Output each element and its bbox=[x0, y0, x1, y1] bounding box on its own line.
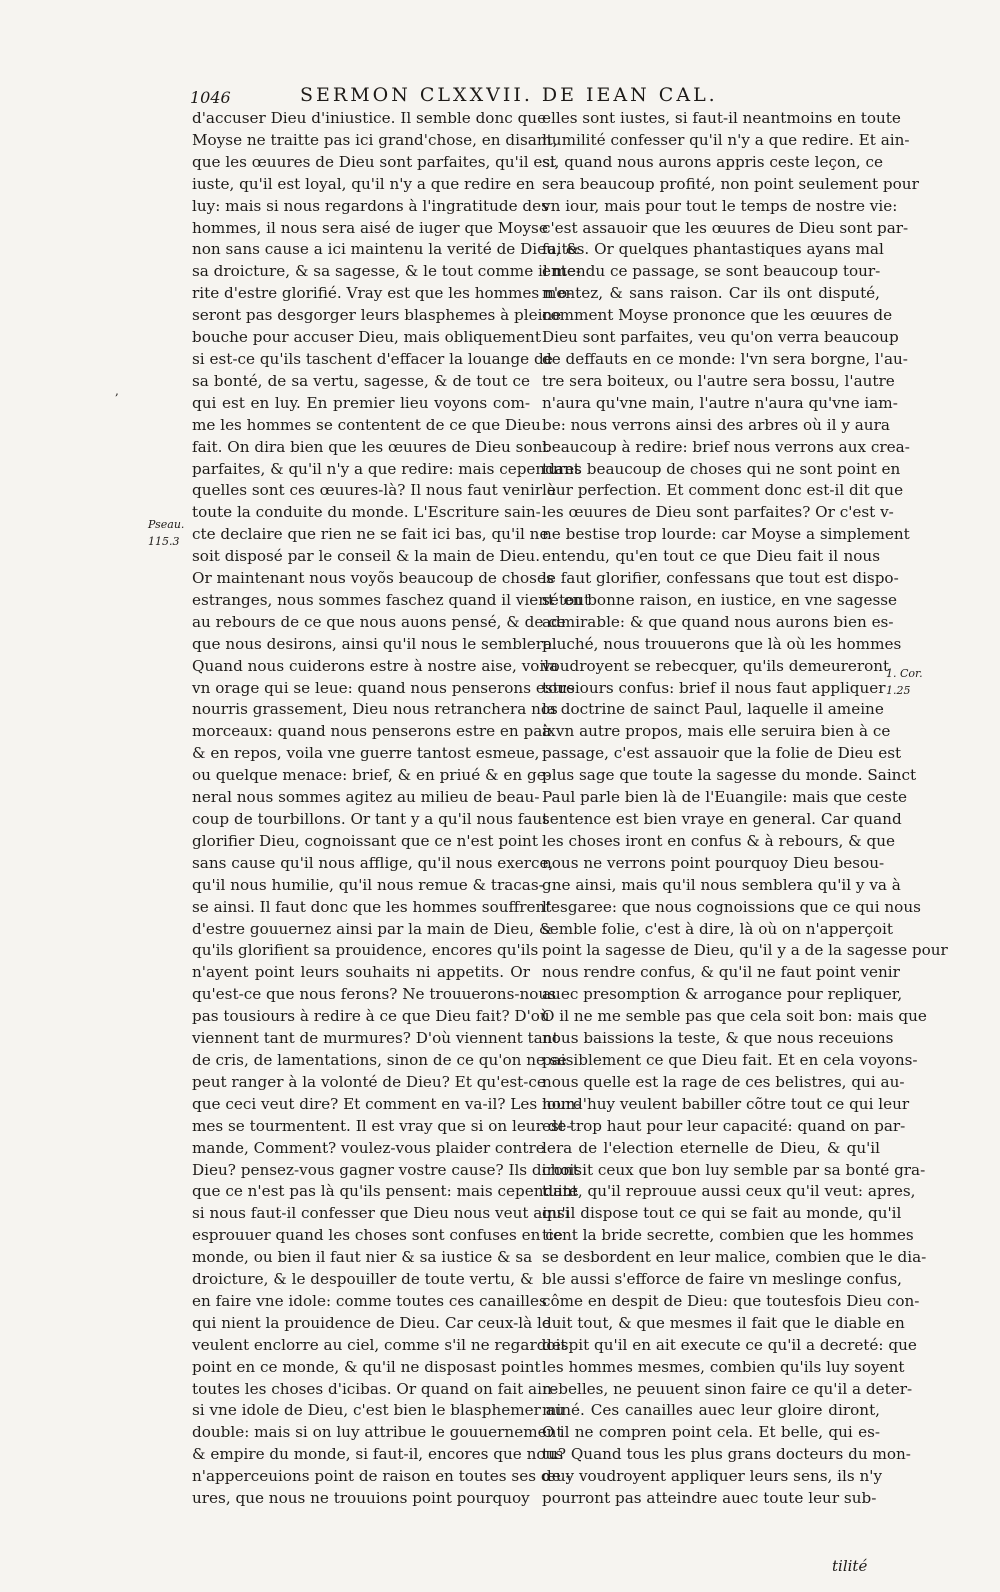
text-line: qu'ils glorifient sa prouidence, encores qu'ils bbox=[192, 941, 539, 960]
text-line: O il ne me semble pas que cela soit bon: mais que bbox=[542, 1007, 927, 1026]
text-line: double: mais si on luy attribue le gouuernement bbox=[192, 1423, 563, 1442]
text-line: les œuures de Dieu sont parfaites? Or c'est v- bbox=[542, 503, 894, 522]
text-line: leur perfection. Et comment donc est-il dit que bbox=[542, 481, 904, 500]
text-line: droicture, & le despouiller de toute vertu, & bbox=[192, 1270, 534, 1289]
text-line: estranges, nous sommes faschez quand il vient tout bbox=[192, 590, 591, 609]
text-line: la doctrine de sainct Paul, laquelle il ameine bbox=[542, 700, 884, 719]
text-line: quelles sont ces œuures-là? Il nous faut venir à bbox=[192, 481, 556, 500]
text-line: ou quelque menace: brief, & en priué & en ge- bbox=[192, 766, 551, 785]
text-line: vn orage qui se leue: quand nous penserons estre bbox=[192, 678, 575, 697]
text-line: beaucoup à redire: brief nous verrons aux crea- bbox=[542, 437, 910, 456]
text-line: fait. On dira bien que les œuures de Dieu sont bbox=[192, 437, 549, 456]
text-line: plus sage que toute la sagesse du monde. Sainct bbox=[542, 766, 917, 785]
text-line: coup de tourbillons. Or tant y a qu'il nous faut bbox=[192, 810, 549, 828]
text-line: nourris grassement, Dieu nous retranchera nos bbox=[192, 700, 558, 719]
margin-reference-line: 115.3 bbox=[148, 535, 180, 548]
text-line: paisiblement ce que Dieu fait. Et en cela voyons- bbox=[542, 1050, 918, 1069]
text-line: de y voudroyent appliquer leurs sens, ils n'y bbox=[542, 1467, 883, 1486]
running-head bbox=[190, 84, 880, 108]
catchword: tilité bbox=[832, 1557, 868, 1575]
text-line: rebelles, ne peuuent sinon faire ce qu'il a deter- bbox=[542, 1379, 913, 1398]
text-line: les hommes mesmes, combien qu'ils luy soyent bbox=[542, 1357, 905, 1376]
margin-reference-line: Pseau. bbox=[148, 518, 185, 531]
text-line: Quand nous cuiderons estre à nostre aise, voila bbox=[192, 656, 559, 675]
text-line: semble folie, c'est à dire, là où on n'apperçoit bbox=[542, 919, 894, 938]
text-line: si est-ce qu'ils taschent d'effacer la louange de bbox=[192, 349, 553, 368]
text-line: cte declaire que rien ne se fait ici bas, qu'il ne bbox=[192, 525, 549, 544]
text-line: en faire vne idole: comme toutes ces canailles bbox=[192, 1291, 547, 1310]
text-line: Or maintenant nous voyõs beaucoup de choses bbox=[192, 569, 554, 588]
text-line: & empire du monde, si faut-il, encores que nous bbox=[192, 1445, 564, 1464]
text-line: qui est en luy. En premier lieu voyons com- bbox=[192, 393, 530, 412]
text-line: comment Moyse prononce que les œuures de bbox=[542, 306, 893, 325]
text-line: côme en despit de Dieu: que toutesfois Dieu con- bbox=[542, 1291, 920, 1310]
text-line: n'apperceuions point de raison en toutes ses œu- bbox=[192, 1467, 571, 1486]
text-line: parfaites, & qu'il n'y a que redire: mais cependant bbox=[192, 459, 580, 478]
margin-reference-line: 1. Cor. bbox=[886, 667, 923, 680]
text-line: voudroyent se rebecquer, qu'ils demeureront bbox=[542, 656, 890, 675]
text-line: à vn autre propos, mais elle seruira bien à ce bbox=[542, 722, 891, 741]
text-line: mande, Comment? voulez-vous plaider contre bbox=[192, 1138, 545, 1157]
text-line: nous baissions la teste, & que nous receuions bbox=[542, 1029, 894, 1048]
text-line: nous rendre confus, & qu'il ne faut point venir bbox=[542, 963, 900, 982]
text-line: qu'est-ce que nous ferons? Ne trouuerons-nous bbox=[192, 985, 556, 1004]
text-line: qu'il nous humilie, qu'il nous remue & tracas- bbox=[192, 875, 544, 894]
text-line: O il ne compren point cela. Et belle, qui es- bbox=[542, 1423, 880, 1442]
text-line: c'est assauoir que les œuures de Dieu sont par- bbox=[542, 218, 909, 237]
text-line: que ce n'est pas là qu'ils pensent: mais cependant bbox=[192, 1182, 579, 1201]
text-line: nous quelle est la rage de ces belistres, qui au- bbox=[542, 1072, 905, 1091]
text-line: neral nous sommes agitez au milieu de beau- bbox=[192, 788, 540, 807]
text-line: sé en bonne raison, en iustice, en vne sagesse bbox=[542, 590, 898, 609]
text-line: point la sagesse de Dieu, qu'il y a de la sagesse pour bbox=[542, 941, 948, 960]
text-line: se desbordent en leur malice, combien que le dia- bbox=[542, 1248, 927, 1267]
text-line: elles sont iustes, si faut-il neantmoins en toute bbox=[542, 109, 901, 127]
text-line: pourront pas atteindre auec toute leur sub- bbox=[542, 1489, 877, 1508]
text-line: peut ranger à la volonté de Dieu? Et qu'est-ce bbox=[192, 1072, 546, 1091]
text-line: de deffauts en ce monde: l'vn sera borgne, l'au- bbox=[542, 349, 908, 368]
text-line: be: nous verrons ainsi des arbres où il y aura bbox=[542, 415, 890, 434]
text-line: sans cause qu'il nous afflige, qu'il nous exerce, bbox=[192, 853, 554, 872]
text-line: glorifier Dieu, cognoissant que ce n'est point bbox=[192, 831, 538, 850]
margin-mark: , bbox=[115, 384, 119, 398]
text-line: rite d'estre glorifié. Vray est que les hommes n'o- bbox=[192, 284, 573, 303]
text-line: entendu ce passage, se sont beaucoup tour- bbox=[542, 262, 881, 281]
text-line: choisit ceux que bon luy semble par sa bonté gra- bbox=[542, 1160, 926, 1179]
text-line: mentez, & sans raison. Car ils ont disputé, bbox=[542, 284, 880, 303]
text-line: d'accuser Dieu d'iniustice. Il semble donc que bbox=[192, 109, 547, 127]
text-line: esprouuer quand les choses sont confuses en ce bbox=[192, 1226, 563, 1245]
text-line: que nous desirons, ainsi qu'il nous le semblera. bbox=[192, 634, 557, 653]
text-line: sa droicture, & sa sagesse, & le tout comme il me- bbox=[192, 262, 582, 281]
text-line: tu? Quand tous les plus grans docteurs du mon- bbox=[542, 1445, 911, 1464]
text-line: ures, que nous ne trouuions point pourquoy bbox=[192, 1489, 530, 1508]
text-line: que les œuures de Dieu sont parfaites, qu'il est bbox=[192, 152, 557, 171]
text-line: si, quand nous aurons appris ceste leçon, ce bbox=[542, 152, 884, 171]
text-line: luy: mais si nous regardons à l'ingratitude des bbox=[192, 196, 549, 215]
text-line: sentence est bien vraye en general. Car quand bbox=[542, 810, 902, 828]
text-line: les choses iront en confus & à rebours, & que bbox=[542, 831, 895, 850]
text-line: gne ainsi, mais qu'il nous semblera qu'il y va à bbox=[542, 875, 901, 894]
text-line: iourd'huy veulent babiller cõtre tout ce qui leur bbox=[542, 1094, 910, 1113]
text-line: iuste, qu'il est loyal, qu'il n'y a que redire en bbox=[192, 174, 535, 193]
text-line: est trop haut pour leur capacité: quand on par- bbox=[542, 1116, 906, 1135]
text-line: miné. Ces canailles auec leur gloire diront, bbox=[542, 1401, 880, 1420]
text-line: passage, c'est assauoir que la folie de Dieu est bbox=[542, 744, 902, 763]
text-line: Moyse ne traitte pas ici grand'chose, en disant, bbox=[192, 130, 558, 149]
text-line: pas tousiours à redire à ce que Dieu fait? D'où bbox=[192, 1007, 550, 1026]
text-line: morceaux: quand nous penserons estre en paix bbox=[192, 722, 556, 741]
text-line: toute la conduite du monde. L'Escriture sain- bbox=[192, 503, 541, 522]
header-title: SERMON CLXXVII. DE IEAN CAL. bbox=[300, 84, 718, 106]
text-line: humilité confesser qu'il n'y a que redire. Et ain- bbox=[542, 130, 910, 149]
text-line: & en repos, voila vne guerre tantost esmeue, bbox=[192, 744, 540, 763]
text-line: se ainsi. Il faut donc que les hommes souffrent bbox=[192, 897, 552, 916]
text-line: au rebours de ce que nous auons pensé, & de ce bbox=[192, 612, 566, 631]
text-line: de cris, de lamentations, sinon de ce qu'on ne se bbox=[192, 1050, 567, 1069]
page-number: 1046 bbox=[190, 88, 231, 107]
text-line: pluché, nous trouuerons que là où les hommes bbox=[542, 634, 902, 653]
text-line: seront pas desgorger leurs blasphemes à pleine bbox=[192, 306, 562, 325]
text-line: lera de l'election eternelle de Dieu, & qu'il bbox=[542, 1138, 880, 1157]
text-line: tures beaucoup de choses qui ne sont point en bbox=[542, 459, 901, 478]
text-line: ne bestise trop lourde: car Moyse a simplement bbox=[542, 525, 910, 544]
text-line: tre sera boiteux, ou l'autre sera bossu, l'autre bbox=[542, 371, 895, 390]
text-line: nous ne verrons point pourquoy Dieu besou- bbox=[542, 853, 885, 872]
text-line: d'estre gouuernez ainsi par la main de Dieu, & bbox=[192, 919, 553, 938]
text-line: le faut glorifier, confessans que tout est dispo- bbox=[542, 569, 899, 588]
text-line: si nous faut-il confesser que Dieu nous veut ainsi bbox=[192, 1204, 570, 1223]
text-line: me les hommes se contentent de ce que Dieu bbox=[192, 415, 541, 434]
text-line: entendu, qu'en tout ce que Dieu fait il nous bbox=[542, 547, 880, 566]
text-line: hommes, il nous sera aisé de iuger que Moyse bbox=[192, 218, 548, 237]
text-line: monde, ou bien il faut nier & sa iustice & sa bbox=[192, 1248, 533, 1267]
text-line: sera beaucoup profité, non point seulement pour bbox=[542, 174, 919, 193]
margin-reference-corinthians bbox=[886, 665, 923, 699]
text-line: si vne idole de Dieu, c'est bien le blasphemer au bbox=[192, 1401, 565, 1420]
text-line: auec presomption & arrogance pour repliquer, bbox=[542, 985, 903, 1004]
text-line: qui nient la prouidence de Dieu. Car ceux-là le bbox=[192, 1313, 551, 1332]
text-line: Paul parle bien là de l'Euangile: mais que ceste bbox=[542, 788, 907, 807]
text-line: veulent enclorre au ciel, comme s'il ne regardoit bbox=[192, 1335, 567, 1354]
left-text-column bbox=[192, 108, 591, 1510]
text-line: n'aura qu'vne main, l'autre n'aura qu'vne iam- bbox=[542, 393, 898, 412]
margin-reference-psalm bbox=[148, 516, 184, 550]
text-line: admirable: & que quand nous aurons bien es- bbox=[542, 612, 894, 631]
margin-reference-line: 1.25 bbox=[886, 684, 911, 697]
text-line: despit qu'il en ait execute ce qu'il a decreté: que bbox=[542, 1335, 917, 1354]
text-line: n'ayent point leurs souhaits ni appetits. Or bbox=[192, 963, 530, 982]
text-line: mes se tourmentent. Il est vray que si on leur de- bbox=[192, 1116, 572, 1135]
text-line: que ceci veut dire? Et comment en va-il? Les hom- bbox=[192, 1094, 581, 1113]
text-line: tuite, qu'il reprouue aussi ceux qu'il veut: apres, bbox=[542, 1182, 916, 1201]
text-line: point en ce monde, & qu'il ne disposast point bbox=[192, 1357, 541, 1376]
text-line: vn iour, mais pour tout le temps de nostre vie: bbox=[542, 196, 898, 215]
text-line: toutes les choses d'icibas. Or quand on fait ain- bbox=[192, 1379, 557, 1398]
text-line: non sans cause a ici maintenu la verité de Dieu, & bbox=[192, 240, 580, 259]
text-line: duit tout, & que mesmes il fait que le diable en bbox=[542, 1313, 905, 1332]
text-line: qu'il dispose tout ce qui se fait au monde, qu'il bbox=[542, 1204, 902, 1223]
text-line: Dieu sont parfaites, veu qu'on verra beaucoup bbox=[542, 328, 899, 347]
text-line: Dieu? pensez-vous gagner vostre cause? Ils diront bbox=[192, 1160, 579, 1179]
text-line: soit disposé par le conseil & la main de Dieu. bbox=[192, 547, 541, 566]
text-line: sa bonté, de sa vertu, sagesse, & de tout ce bbox=[192, 371, 530, 390]
text-line: faites. Or quelques phantastiques ayans mal bbox=[542, 240, 884, 259]
text-line: bouche pour accuser Dieu, mais obliquement bbox=[192, 328, 541, 347]
text-line: viennent tant de murmures? D'où viennent tant bbox=[192, 1029, 559, 1048]
text-line: tient la bride secrette, combien que les hommes bbox=[542, 1226, 914, 1245]
text-line: tousiours confus: brief il nous faut appliquer bbox=[542, 678, 886, 697]
text-line: l'esgaree: que nous cognoissions que ce qui nous bbox=[542, 897, 921, 916]
text-line: ble aussi s'efforce de faire vn meslinge confus, bbox=[542, 1270, 902, 1289]
